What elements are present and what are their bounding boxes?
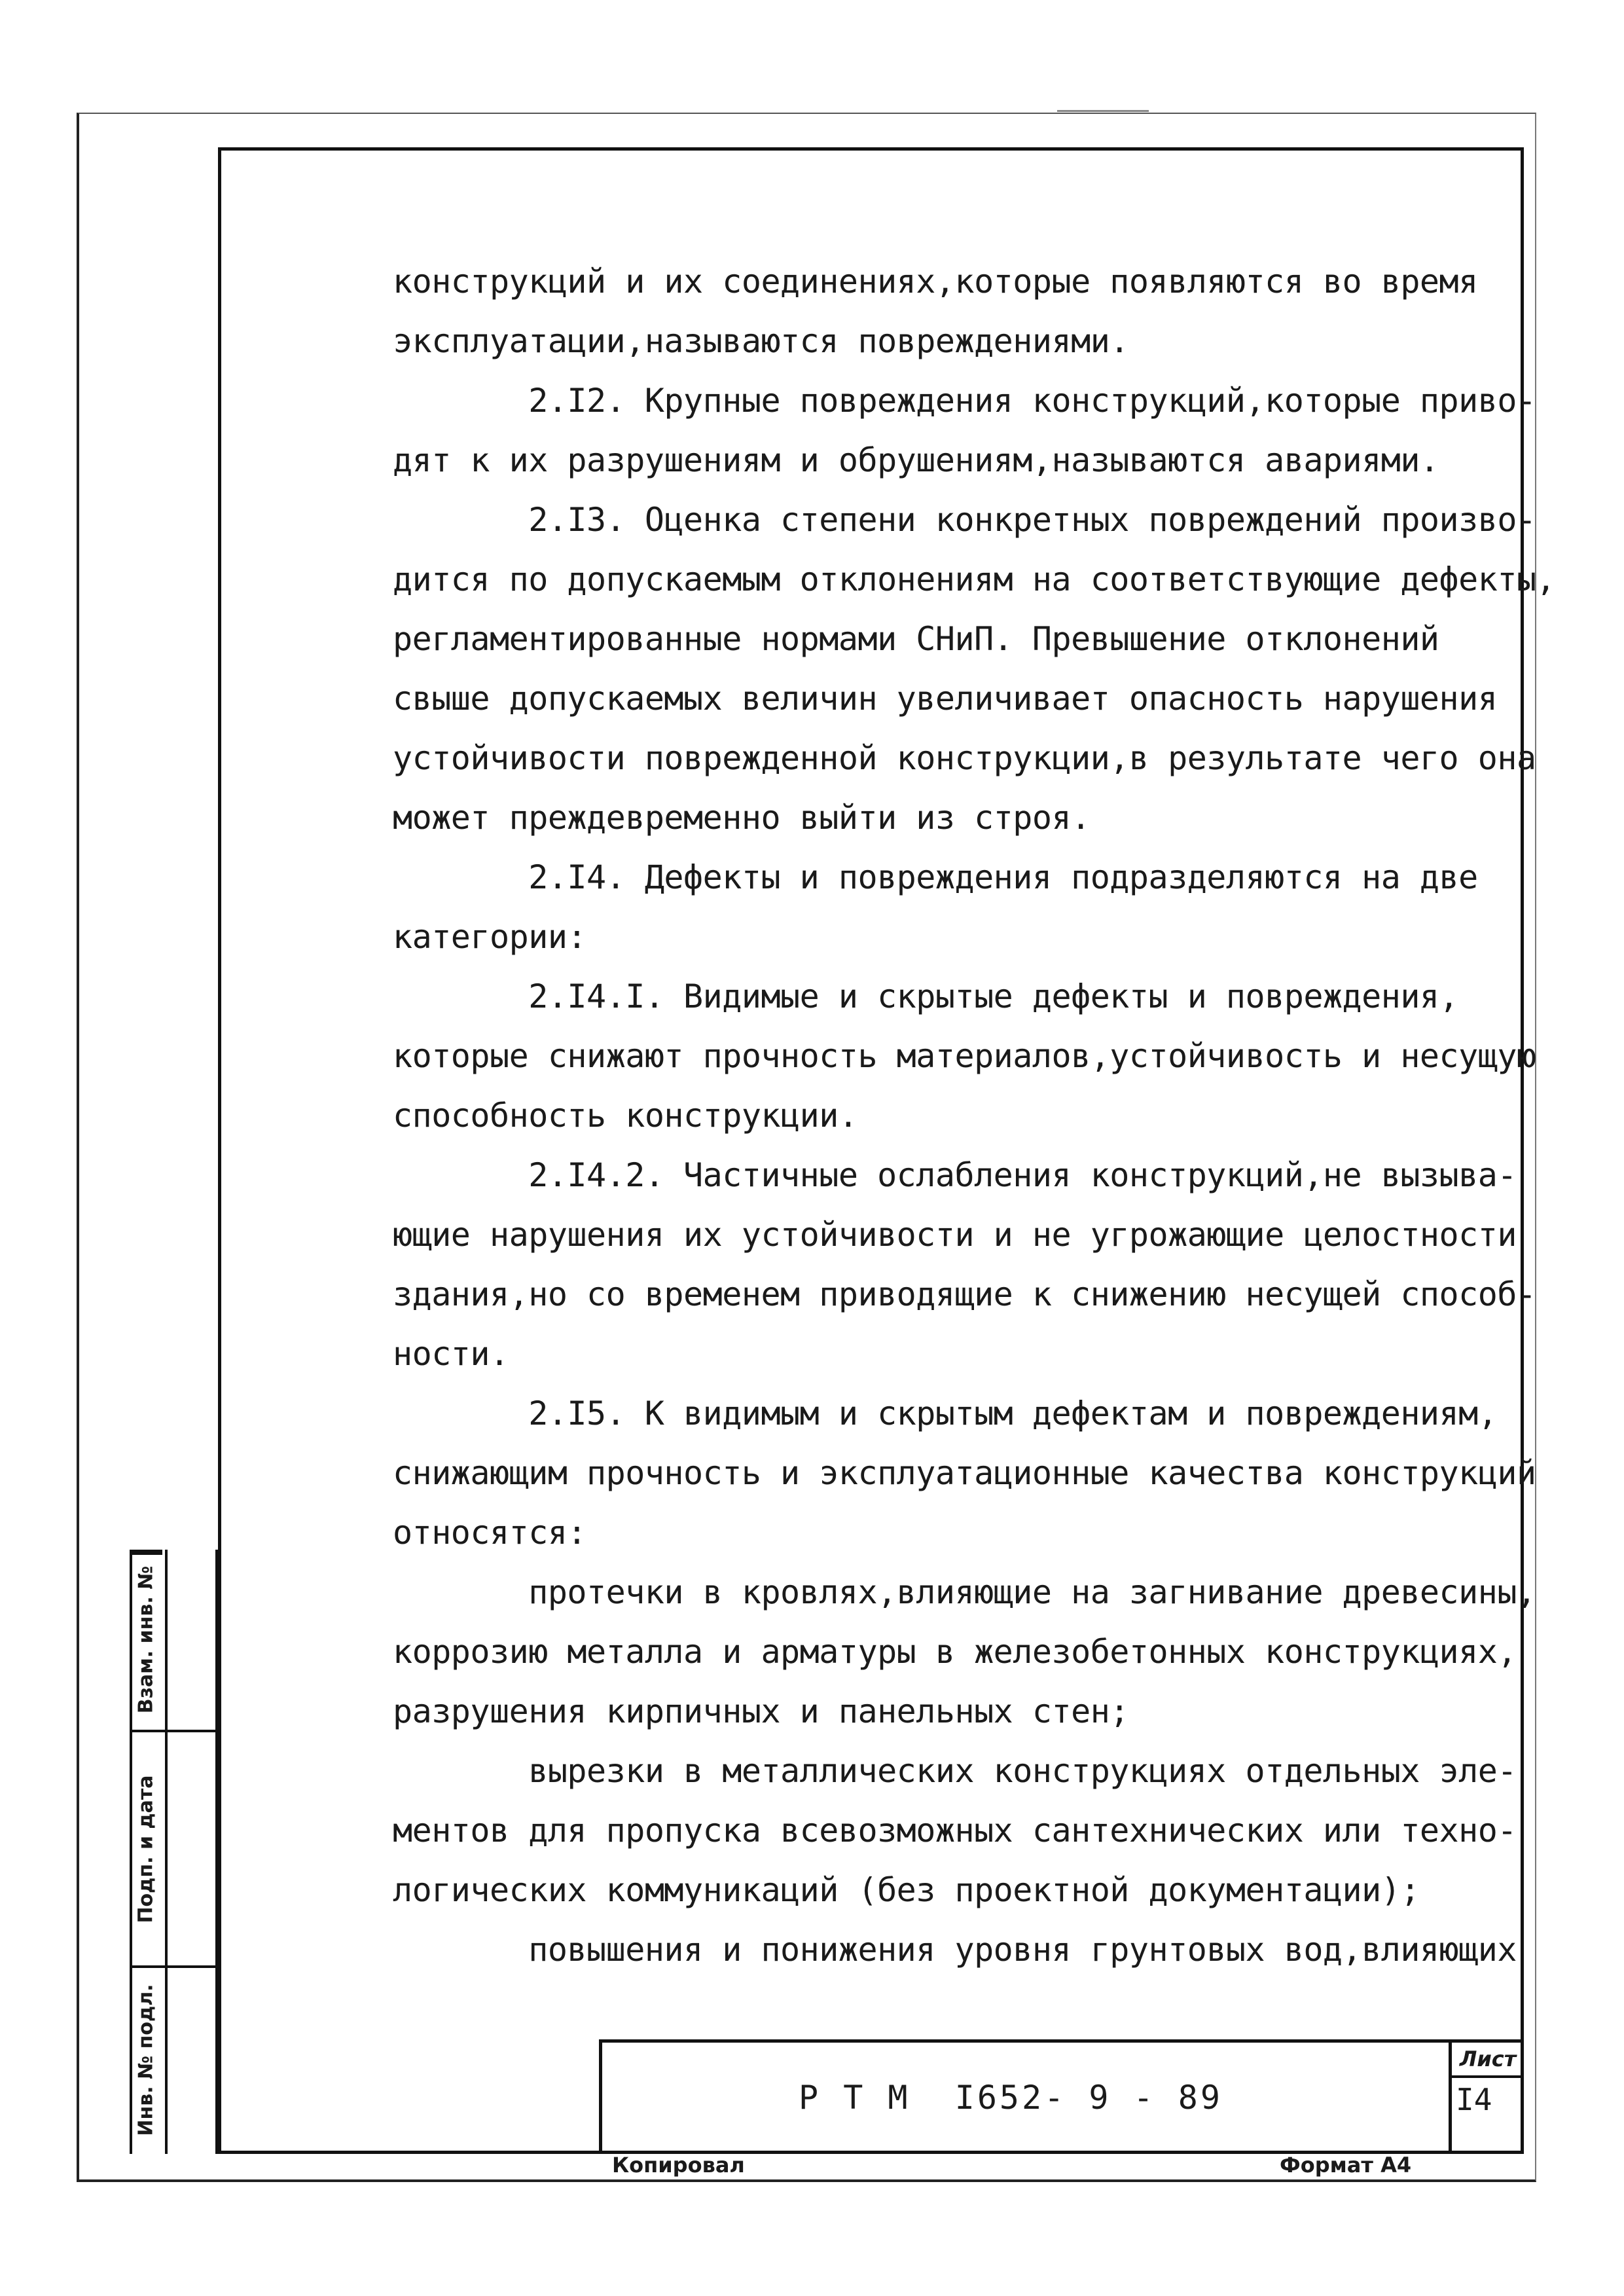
body-line: протечки в кровлях,влияющие на загнивание древесины, bbox=[393, 1573, 1536, 1611]
body-line: 2.I4.2. Частичные ослабления конструкций,не вызыва- bbox=[393, 1156, 1517, 1194]
body-line: снижающим прочность и эксплуатационные качества конструкций bbox=[393, 1454, 1536, 1492]
body-line: коррозию металла и арматуры в железобетонных конструкциях, bbox=[393, 1633, 1517, 1671]
document-body bbox=[393, 252, 1556, 1980]
body-line: дится по допускаемым отклонениям на соответствующие дефекты, bbox=[393, 560, 1556, 598]
body-line: которые снижают прочность материалов,устойчивость и несущую bbox=[393, 1037, 1536, 1075]
body-line: конструкций и их соединениях,которые появляются во время bbox=[393, 263, 1478, 301]
body-line: 2.I3. Оценка степени конкретных повреждений произво- bbox=[393, 501, 1536, 539]
body-line: разрушения кирпичных и панельных стен; bbox=[393, 1692, 1129, 1730]
body-line: логических коммуникаций (без проектной документации); bbox=[393, 1871, 1420, 1909]
body-line: 2.I5. К видимым и скрытым дефектам и повреждениям, bbox=[393, 1394, 1498, 1432]
body-line: свыше допускаемых величин увеличивает опасность нарушения bbox=[393, 680, 1498, 718]
stamp-label-original-inv: Инв. № подл. bbox=[134, 1983, 158, 2136]
body-line: регламентированные нормами СНиП. Превышение отклонений bbox=[393, 620, 1439, 658]
title-block bbox=[599, 2039, 1524, 2154]
body-line: вырезки в металлических конструкциях отдельных эле- bbox=[393, 1752, 1517, 1790]
body-line: 2.I2. Крупные повреждения конструкций,которые приво- bbox=[393, 382, 1536, 420]
sheet-label: Лист bbox=[1452, 2043, 1524, 2078]
document-designation: Р Т М I652- 9 - 89 bbox=[799, 2079, 1223, 2117]
body-line: ментов для пропуска всевозможных сантехнических или техно- bbox=[393, 1812, 1517, 1850]
stamp-label-replacement-inv: Взам. инв. № bbox=[134, 1565, 158, 1714]
body-line: может преждевременно выйти из строя. bbox=[393, 799, 1091, 837]
body-line: способность конструкции. bbox=[393, 1097, 858, 1135]
scan-mark bbox=[1057, 110, 1149, 112]
body-line: здания,но со временем приводящие к снижению несущей способ- bbox=[393, 1275, 1536, 1313]
body-line: повышения и понижения уровня грунтовых вод,влияющих bbox=[393, 1931, 1517, 1969]
footer-copied-by: Копировал bbox=[612, 2153, 745, 2178]
stamp-divider-2 bbox=[130, 1965, 218, 1968]
body-line: устойчивости поврежденной конструкции,в результате чего она bbox=[393, 739, 1536, 777]
body-line: дят к их разрушениям и обрушениям,называются авариями. bbox=[393, 441, 1439, 479]
body-line: относятся: bbox=[393, 1514, 587, 1552]
sheet-box bbox=[1449, 2043, 1524, 2154]
footer-format: Формат А4 bbox=[1280, 2153, 1412, 2178]
body-line: ющие нарушения их устойчивости и не угрожающие целостности bbox=[393, 1216, 1517, 1254]
stamp-label-signature-date: Подп. и дата bbox=[134, 1774, 158, 1923]
body-line: ности. bbox=[393, 1335, 509, 1373]
body-line: 2.I4. Дефекты и повреждения подразделяются на две bbox=[393, 858, 1478, 896]
sheet-number: I4 bbox=[1456, 2082, 1492, 2117]
body-line: категории: bbox=[393, 918, 587, 956]
body-line: 2.I4.I. Видимые и скрытые дефекты и повреждения, bbox=[393, 977, 1459, 1015]
stamp-divider-1 bbox=[130, 1730, 218, 1732]
body-line: эксплуатации,называются повреждениями. bbox=[393, 322, 1129, 360]
left-stamp-column bbox=[130, 1550, 218, 2154]
